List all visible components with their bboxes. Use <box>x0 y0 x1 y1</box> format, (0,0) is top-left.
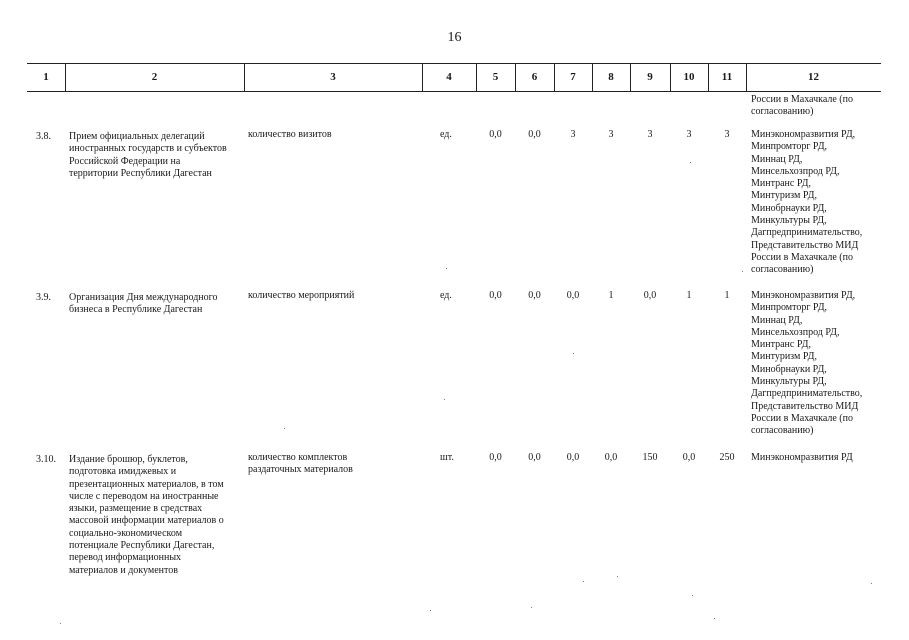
measure-name <box>69 292 249 317</box>
value-cell: 0,0 <box>489 290 502 301</box>
indicator-name <box>248 290 423 302</box>
scan-speck <box>617 576 618 577</box>
executor-line: Минсельхозпрод РД, <box>751 165 840 177</box>
measure-name <box>69 454 249 577</box>
value-cell: 0,0 <box>682 452 696 463</box>
scan-speck <box>742 271 743 272</box>
unit: ед. <box>440 129 452 140</box>
text-line: количество визитов <box>248 129 332 140</box>
text-line: количество комплектов <box>248 452 348 463</box>
executor-line: Минкультуры РД, <box>751 215 827 227</box>
text-line: материалов и документов <box>69 564 178 576</box>
value-cell: 3 <box>686 129 692 140</box>
value-cell: 1 <box>608 290 614 301</box>
text-line: массовой информации материалов о <box>69 515 224 527</box>
executor-line: согласованию) <box>751 106 814 118</box>
value-cell: 3 <box>647 129 653 140</box>
value-cell: 3 <box>608 129 614 140</box>
executor-line: Минобрнауки РД, <box>751 202 827 214</box>
executor-line: Минэкономразвития РД <box>751 452 853 463</box>
scan-speck <box>871 583 872 584</box>
value-cell: 0,0 <box>489 129 502 140</box>
value-cell: 0,0 <box>566 452 580 463</box>
text-line: Издание брошюр, буклетов, <box>69 454 188 465</box>
text-line: Прием официальных делегаций <box>69 131 205 142</box>
executor-line: Дагпредпринимательство, <box>751 227 863 239</box>
executor-line: Минпромторг РД, <box>751 141 828 153</box>
text-line: раздаточных материалов <box>248 464 353 476</box>
value-cell: 250 <box>719 452 735 463</box>
text-line: числе с переводом на иностранные <box>69 490 219 502</box>
header-cell: 11 <box>721 71 733 83</box>
scan-speck <box>714 618 715 619</box>
value-cell: 0,0 <box>643 290 657 301</box>
scan-speck <box>284 428 285 429</box>
text-line: языки, размещение в средствах <box>69 503 203 515</box>
executor-line: Минтуризм РД, <box>751 351 817 363</box>
value-cell: 1 <box>686 290 692 301</box>
row-number: 3.10. <box>36 454 56 465</box>
text-line: подготовка имиджевых и <box>69 466 177 478</box>
executor-line: Представительство МИД <box>751 239 859 251</box>
header-cell: 12 <box>808 71 819 83</box>
header-cell: 4 <box>446 71 452 83</box>
executor-line: Минтуризм РД, <box>751 190 817 202</box>
executor-line: Миннац РД, <box>751 314 803 326</box>
executor-line: Минобрнауки РД, <box>751 363 827 375</box>
unit: ед. <box>440 290 452 301</box>
executor-line: Дагпредпринимательство, <box>751 388 863 400</box>
text-line: потенциале Республики Дагестан, <box>69 540 215 552</box>
header-cell: 10 <box>683 71 695 83</box>
value-cell: 0,0 <box>528 452 541 463</box>
carryover-executors <box>751 94 891 119</box>
executors <box>751 452 891 464</box>
header-cell: 5 <box>492 71 499 83</box>
scan-speck <box>430 610 431 611</box>
scan-speck <box>444 399 445 400</box>
header-bottom-rule <box>27 91 881 92</box>
value-cell: 3 <box>570 129 576 140</box>
executor-line: России в Махачкале (по <box>751 251 853 263</box>
executor-line: Минтранс РД, <box>751 178 811 190</box>
executor-line: Минтранс РД, <box>751 339 811 351</box>
value-cell: 0,0 <box>528 129 541 140</box>
text-line: презентационных материалов, в том <box>69 478 224 490</box>
text-line: Организация Дня международного <box>69 292 218 303</box>
scan-speck <box>573 353 574 354</box>
scan-speck <box>60 623 61 624</box>
value-cell: 1 <box>724 290 730 301</box>
page-number: 16 <box>447 30 462 45</box>
value-cell: 0,0 <box>566 290 580 301</box>
header-cell: 8 <box>608 71 614 83</box>
scan-speck <box>692 595 693 596</box>
text-line: Российской Федерации на <box>69 155 181 167</box>
value-cell: 150 <box>642 452 658 463</box>
text-line: количество мероприятий <box>248 290 355 301</box>
unit: шт. <box>440 452 454 463</box>
header-cell: 3 <box>330 71 336 83</box>
scan-speck <box>531 607 532 608</box>
indicator-name <box>248 452 423 477</box>
value-cell: 0,0 <box>604 452 618 463</box>
text-line: территории Республики Дагестан <box>69 167 212 179</box>
executor-line: согласованию) <box>751 425 814 437</box>
text-line: перевод информационных <box>69 552 182 564</box>
value-cell: 0,0 <box>489 452 502 463</box>
executor-line: Минсельхозпрод РД, <box>751 326 840 338</box>
executor-line: России в Махачкале (по <box>751 94 853 105</box>
row-number: 3.9. <box>36 292 51 303</box>
indicator-name <box>248 129 423 141</box>
executor-line: России в Махачкале (по <box>751 412 853 424</box>
scan-speck <box>446 268 447 269</box>
header-cell: 1 <box>43 71 49 83</box>
executors <box>751 129 891 277</box>
executors <box>751 290 891 438</box>
text-line: социально-экономическом <box>69 527 183 539</box>
executor-line: Минкультуры РД, <box>751 376 827 388</box>
header-cell: 7 <box>570 71 576 83</box>
executor-line: Миннац РД, <box>751 153 803 165</box>
executor-line: Минпромторг РД, <box>751 302 828 314</box>
executor-line: согласованию) <box>751 264 814 276</box>
executor-line: Минэкономразвития РД, <box>751 129 856 140</box>
value-cell: 0,0 <box>528 290 541 301</box>
header-cell: 2 <box>151 71 158 83</box>
executor-line: Минэкономразвития РД, <box>751 290 856 301</box>
header-cell: 9 <box>647 71 653 83</box>
scan-speck <box>583 581 584 582</box>
text-line: иностранных государств и субъектов <box>69 143 227 155</box>
text-line: бизнеса в Республике Дагестан <box>69 304 203 316</box>
header-cell: 6 <box>531 71 538 83</box>
value-cell: 3 <box>724 129 730 140</box>
row-number: 3.8. <box>36 131 51 142</box>
scan-speck <box>690 162 691 163</box>
executor-line: Представительство МИД <box>751 400 859 412</box>
measure-name <box>69 131 249 180</box>
